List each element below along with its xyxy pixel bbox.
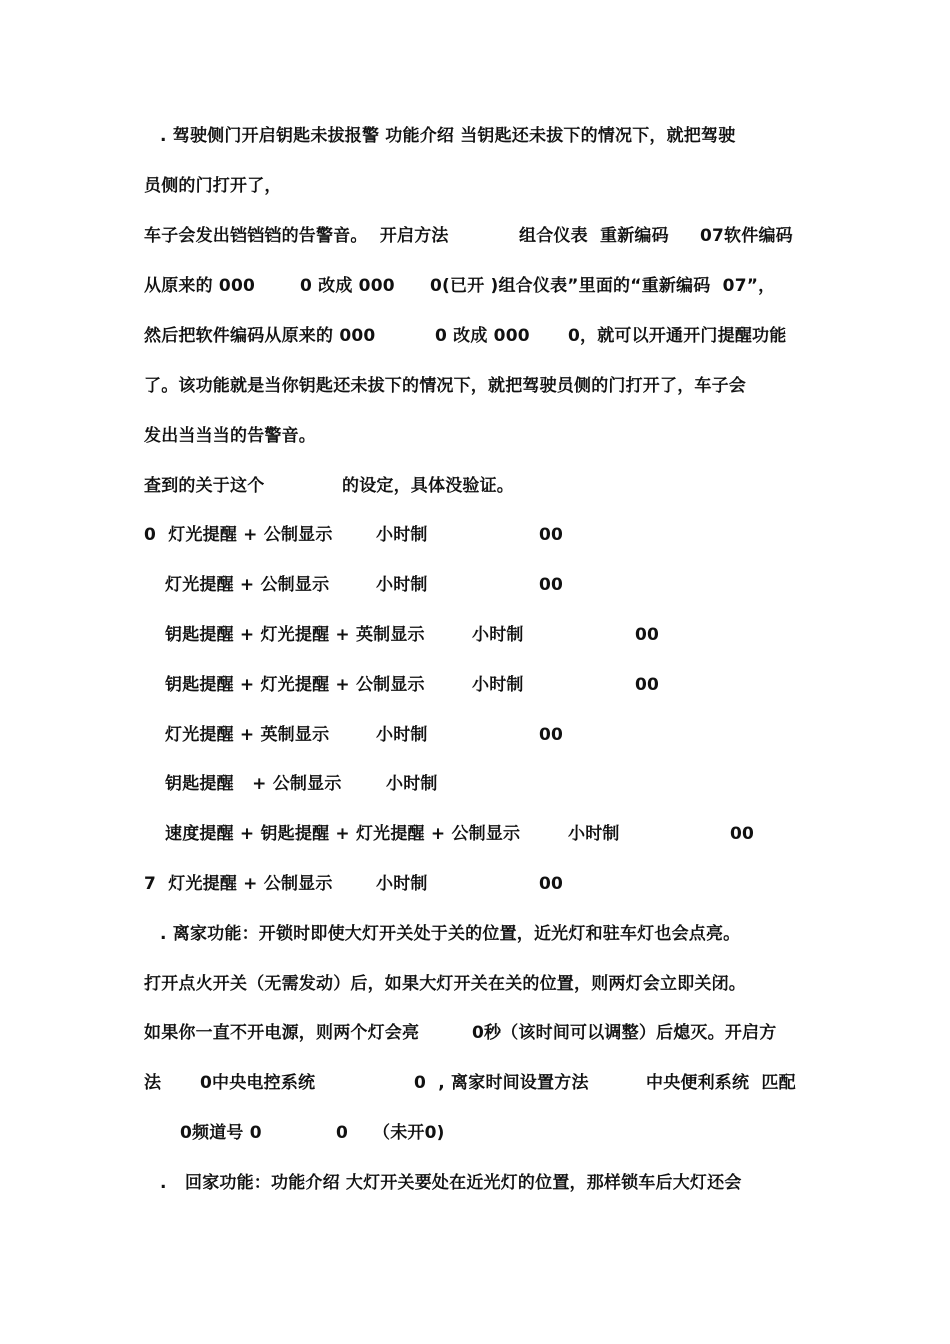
- text-segment: 查到的关于这个: [144, 476, 265, 496]
- setting-code: 00: [539, 525, 564, 545]
- setting-time-format: 小时制: [472, 675, 524, 695]
- setting-row: [0, 621, 660, 649]
- text-line: [0, 1119, 445, 1147]
- text-line: [0, 1069, 796, 1097]
- text-segment: 0，就可以开通开门提醒功能: [568, 326, 787, 346]
- setting-row: [0, 521, 564, 549]
- text-segment: 发出当当当的告警音。: [144, 426, 316, 446]
- text-line: [0, 322, 787, 350]
- setting-code: 00: [635, 675, 660, 695]
- setting-description: 钥匙提醒 + 公制显示: [165, 774, 342, 794]
- setting-time-format: 小时制: [472, 625, 524, 645]
- setting-code: 00: [635, 625, 660, 645]
- text-segment: 员侧的门打开了，: [144, 176, 282, 196]
- setting-description: 灯光提醒 + 公制显示: [165, 575, 330, 595]
- setting-row: [0, 820, 755, 848]
- setting-row: [0, 721, 564, 749]
- text-segment: . 驾驶侧门开启钥匙未拔报警 功能介绍 当钥匙还未拔下的情况下，就把驾驶: [160, 126, 736, 146]
- text-segment: 0 改成 000: [300, 276, 395, 296]
- text-line: [0, 122, 736, 150]
- setting-description: 速度提醒 + 钥匙提醒 + 灯光提醒 + 公制显示: [165, 824, 521, 844]
- text-segment: 0: [336, 1123, 349, 1143]
- text-segment: 0 改成 000: [435, 326, 530, 346]
- text-segment: 组合仪表 重新编码: [519, 226, 669, 246]
- text-segment: 了。该功能就是当你钥匙还未拔下的情况下，就把驾驶员侧的门打开了，车子会: [144, 376, 746, 396]
- text-line: [0, 272, 776, 300]
- setting-row: [0, 671, 660, 699]
- setting-time-format: 小时制: [376, 874, 428, 894]
- text-segment: 从原来的 000: [144, 276, 256, 296]
- text-segment: 的设定，具体没验证。: [342, 476, 514, 496]
- setting-row: [0, 870, 564, 898]
- text-line: [0, 920, 741, 948]
- text-segment: 回家功能：功能介绍 大灯开关要处在近光灯的位置，那样锁车后大灯还会: [185, 1173, 742, 1193]
- text-segment: 如果你一直不开电源，则两个灯会亮: [144, 1023, 420, 1043]
- text-segment: 07软件编码: [700, 226, 793, 246]
- text-line: [0, 1169, 742, 1197]
- text-segment: 0 , 离家时间设置方法: [414, 1073, 589, 1093]
- text-line: [0, 172, 282, 200]
- setting-description: 灯光提醒 + 英制显示: [165, 725, 330, 745]
- setting-description: 0 灯光提醒 + 公制显示: [144, 525, 333, 545]
- setting-time-format: 小时制: [376, 525, 428, 545]
- text-line: [0, 222, 793, 250]
- setting-description: 7 灯光提醒 + 公制显示: [144, 874, 333, 894]
- text-line: [0, 472, 514, 500]
- text-segment: （未开0): [373, 1123, 445, 1143]
- text-segment: 中央便利系统 匹配: [646, 1073, 796, 1093]
- text-segment: 车子会发出铛铛铛的告警音。 开启方法: [144, 226, 449, 246]
- text-segment: 0中央电控系统: [200, 1073, 316, 1093]
- text-segment: 打开点火开关（无需发动）后，如果大灯开关在关的位置，则两灯会立即关闭。: [144, 974, 746, 994]
- setting-description: 钥匙提醒 + 灯光提醒 + 英制显示: [165, 625, 425, 645]
- text-segment: 法: [144, 1073, 162, 1093]
- setting-time-format: 小时制: [376, 575, 428, 595]
- setting-code: 00: [730, 824, 755, 844]
- setting-code: 00: [539, 874, 564, 894]
- text-segment: 0频道号 0: [180, 1123, 262, 1143]
- setting-code: 00: [539, 575, 564, 595]
- setting-time-format: 小时制: [568, 824, 620, 844]
- setting-row: [0, 770, 438, 798]
- text-segment: 然后把软件编码从原来的 000: [144, 326, 376, 346]
- setting-description: 钥匙提醒 + 灯光提醒 + 公制显示: [165, 675, 425, 695]
- text-segment: .: [160, 1173, 167, 1193]
- setting-time-format: 小时制: [386, 774, 438, 794]
- text-line: [0, 422, 316, 450]
- text-segment: 0(已开 )组合仪表”里面的“重新编码 07”，: [430, 276, 776, 296]
- setting-row: [0, 571, 564, 599]
- text-line: [0, 372, 746, 400]
- setting-code: 00: [539, 725, 564, 745]
- text-segment: . 离家功能：开锁时即使大灯开关处于关的位置，近光灯和驻车灯也会点亮。: [160, 924, 741, 944]
- text-segment: 0秒（该时间可以调整）后熄灭。开启方: [472, 1023, 777, 1043]
- setting-time-format: 小时制: [376, 725, 428, 745]
- text-line: [0, 970, 746, 998]
- text-line: [0, 1019, 777, 1047]
